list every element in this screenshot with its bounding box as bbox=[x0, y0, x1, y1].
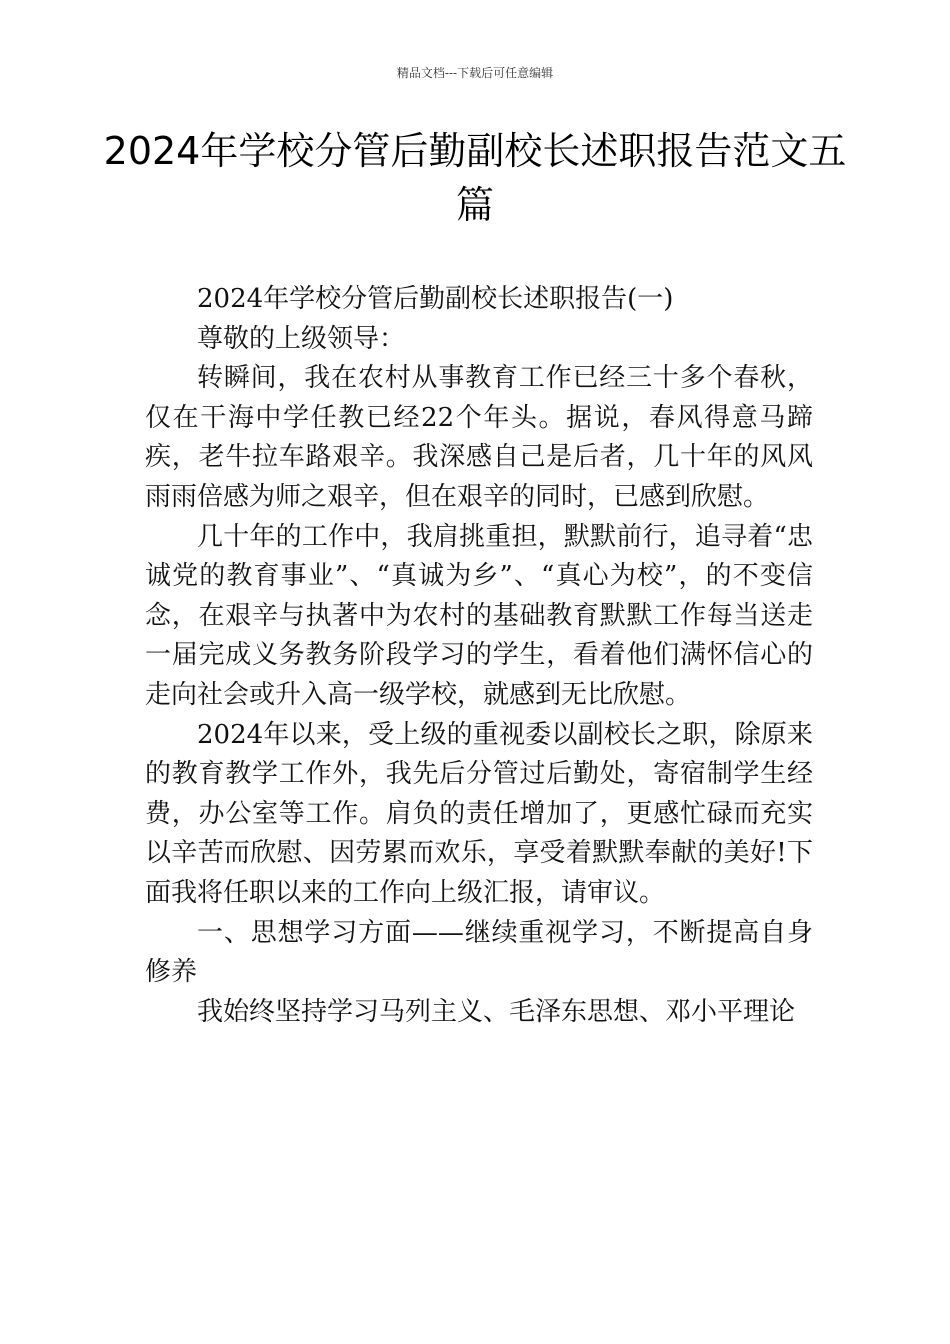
paragraph: 几十年的工作中，我肩挑重担，默默前行，追寻着“忠诚党的教育事业”、“真诚为乡”、“真心为校”，的不变信念，在艰辛与执著中为农村的基础教育默默工作每当送走一届完成义务教务阶段学习的学生，看着他们满怀信心的走向社会或升入高一级学校，就感到无比欣慰。 bbox=[145, 521, 813, 710]
paragraph: 转瞬间，我在农村从事教育工作已经三十多个春秋，仅在干海中学任教已经22个年头。据说，春风得意马蹄疾，老牛拉车路艰辛。我深感自己是后者，几十年的风风雨雨倍感为师之艰辛，但在艰辛的同时，已感到欣慰。 bbox=[145, 363, 813, 512]
paragraph: 我始终坚持学习马列主义、毛泽东思想、邓小平理论 bbox=[197, 996, 796, 1027]
section-heading: 一、思想学习方面——继续重视学习，不断提高自身修养 bbox=[145, 917, 813, 988]
salutation: 尊敬的上级领导： bbox=[197, 323, 406, 354]
document-title: 2024年学校分管后勤副校长述职报告范文五篇 bbox=[103, 129, 847, 227]
paragraph: 2024年以来，受上级的重视委以副校长之职，除原来的教育教学工作外，我先后分管过后勤处，寄宿制学生经费，办公室等工作。肩负的责任增加了，更感忙碌而充实以辛苦而欣慰、因劳累而欢乐，享受着默默奉献的美好!下面我将任职以来的工作向上级汇报，请审议。 bbox=[145, 719, 813, 908]
report-subtitle: 2024年学校分管后勤副校长述职报告(一) bbox=[197, 284, 674, 314]
document-body bbox=[145, 280, 813, 1032]
header-watermark: 精品文档---下载后可任意编辑 bbox=[396, 66, 554, 80]
